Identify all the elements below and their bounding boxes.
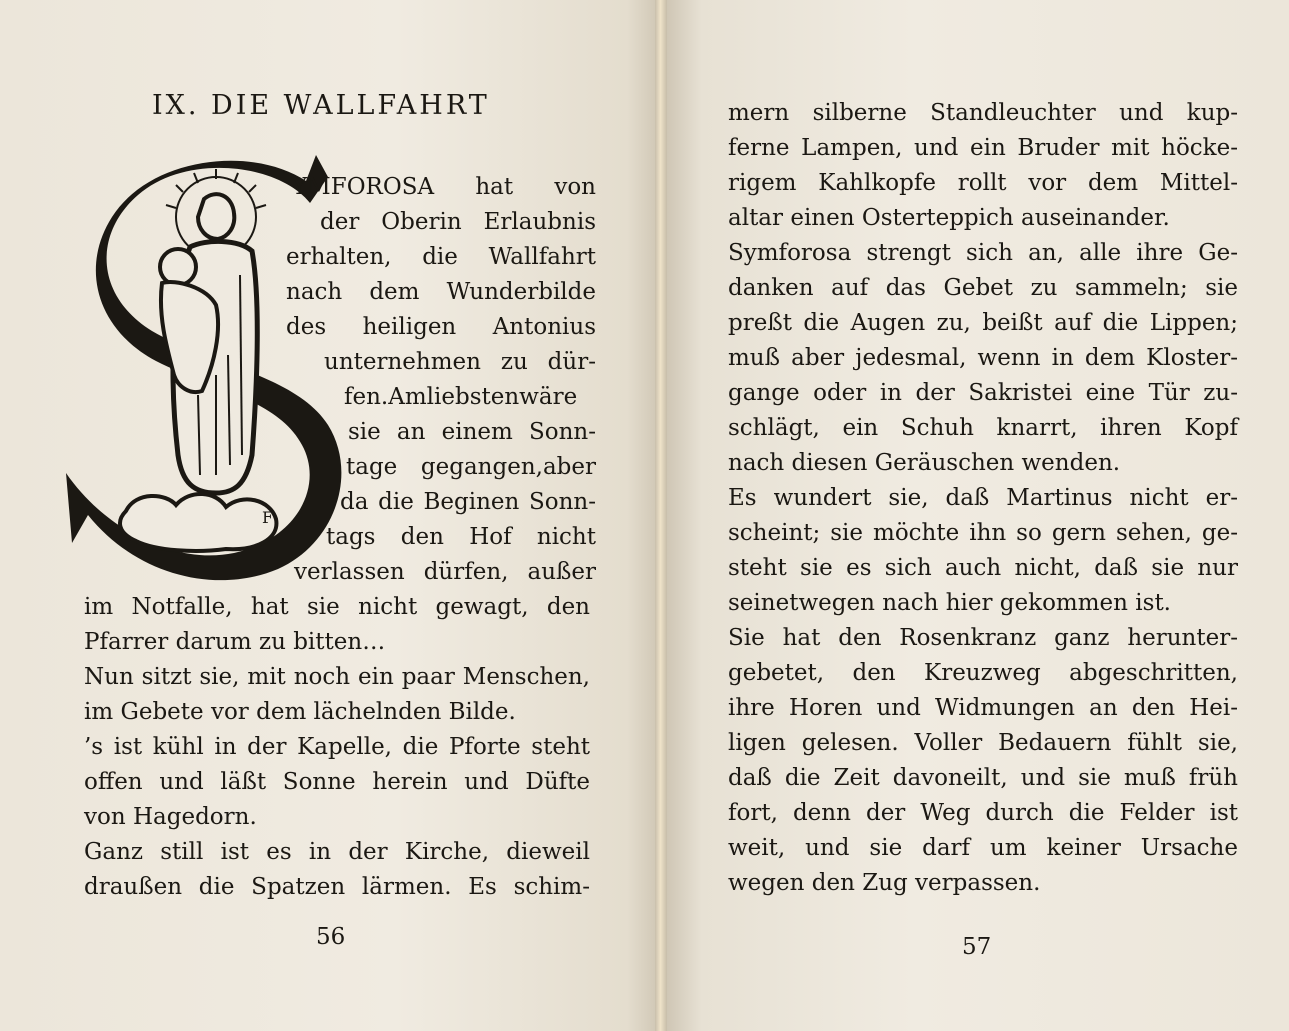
text-line: da die Beginen Sonn-: [340, 489, 596, 515]
text-line: verlassen dürfen, außer: [294, 559, 596, 585]
text-line: daß die Zeit davoneilt, und sie muß früh: [728, 765, 1238, 791]
text-line: Pfarrer darum zu bitten…: [84, 629, 386, 655]
text-line: rigem Kahlkopfe rollt vor dem Mittel-: [728, 170, 1238, 196]
page-number-right: 57: [962, 934, 992, 960]
text-line: wegen den Zug verpassen.: [728, 870, 1041, 896]
text-line: fen.Amliebstenwäre: [344, 384, 578, 410]
text-line: weit, und sie darf um keiner Ursache: [728, 835, 1238, 861]
text-line: Nun sitzt sie, mit noch ein paar Menschen,: [84, 664, 590, 690]
text-line: gebetet, den Kreuzweg abgeschritten,: [728, 660, 1238, 686]
text-line: gange oder in der Sakristei eine Tür zu-: [728, 380, 1238, 406]
text-line: fort, denn der Weg durch die Felder ist: [728, 800, 1238, 826]
text-line: muß aber jedesmal, wenn in dem Kloster-: [728, 345, 1238, 371]
text-line: YMFOROSA hat von: [292, 174, 596, 200]
text-line: sie an einem Sonn-: [348, 419, 596, 445]
text-line: mern silberne Standleuchter und kup-: [728, 100, 1238, 126]
text-line: des heiligen Antonius: [286, 314, 596, 340]
text-line: nach dem Wunderbilde: [286, 279, 596, 305]
text-line: danken auf das Gebet zu sammeln; sie: [728, 275, 1238, 301]
right-body-text: [728, 96, 1238, 901]
text-line: altar einen Osterteppich auseinander.: [728, 205, 1170, 231]
left-body-text: [84, 590, 590, 905]
text-line: Symforosa strengt sich an, alle ihre Ge-: [728, 240, 1238, 266]
text-line: steht sie es sich auch nicht, daß sie nur: [728, 555, 1238, 581]
text-line: seinetwegen nach hier gekommen ist.: [728, 590, 1171, 616]
text-line: tage gegangen,aber: [346, 454, 596, 480]
text-line: nach diesen Geräuschen wenden.: [728, 450, 1121, 476]
text-line: tags den Hof nicht: [326, 524, 596, 550]
svg-text:F: F: [262, 508, 274, 527]
text-line: Ganz still ist es in der Kirche, dieweil: [84, 839, 590, 865]
text-line: Es wundert sie, daß Martinus nicht er-: [728, 485, 1238, 511]
text-line: scheint; sie möchte ihn so gern sehen, ge-: [728, 520, 1238, 546]
text-line: im Gebete vor dem lächelnden Bilde.: [84, 699, 516, 725]
book-gutter: [655, 0, 667, 1031]
text-line: von Hagedorn.: [84, 804, 257, 830]
text-line: ’s ist kühl in der Kapelle, die Pforte steht: [84, 734, 590, 760]
page-number-left: 56: [316, 924, 346, 950]
text-line: ligen gelesen. Voller Bedauern fühlt sie,: [728, 730, 1238, 756]
text-line: erhalten, die Wallfahrt: [286, 244, 596, 270]
text-line: ihre Horen und Widmungen an den Hei-: [728, 695, 1238, 721]
text-line: schlägt, ein Schuh knarrt, ihren Kopf: [728, 415, 1238, 441]
text-line: offen und läßt Sonne herein und Düfte: [84, 769, 590, 795]
chapter-title: IX. DIE WALLFAHRT: [152, 90, 490, 121]
text-line: draußen die Spatzen lärmen. Es schim-: [84, 874, 590, 900]
text-line: Sie hat den Rosenkranz ganz herunter-: [728, 625, 1238, 651]
text-line: im Notfalle, hat sie nicht gewagt, den: [84, 594, 590, 620]
text-line: ferne Lampen, und ein Bruder mit höcke-: [728, 135, 1238, 161]
text-line: der Oberin Erlaubnis: [320, 209, 596, 235]
initial-wrapped-text: [0, 170, 596, 590]
text-line: preßt die Augen zu, beißt auf die Lippen;: [728, 310, 1238, 336]
text-line: unternehmen zu dür-: [324, 349, 596, 375]
